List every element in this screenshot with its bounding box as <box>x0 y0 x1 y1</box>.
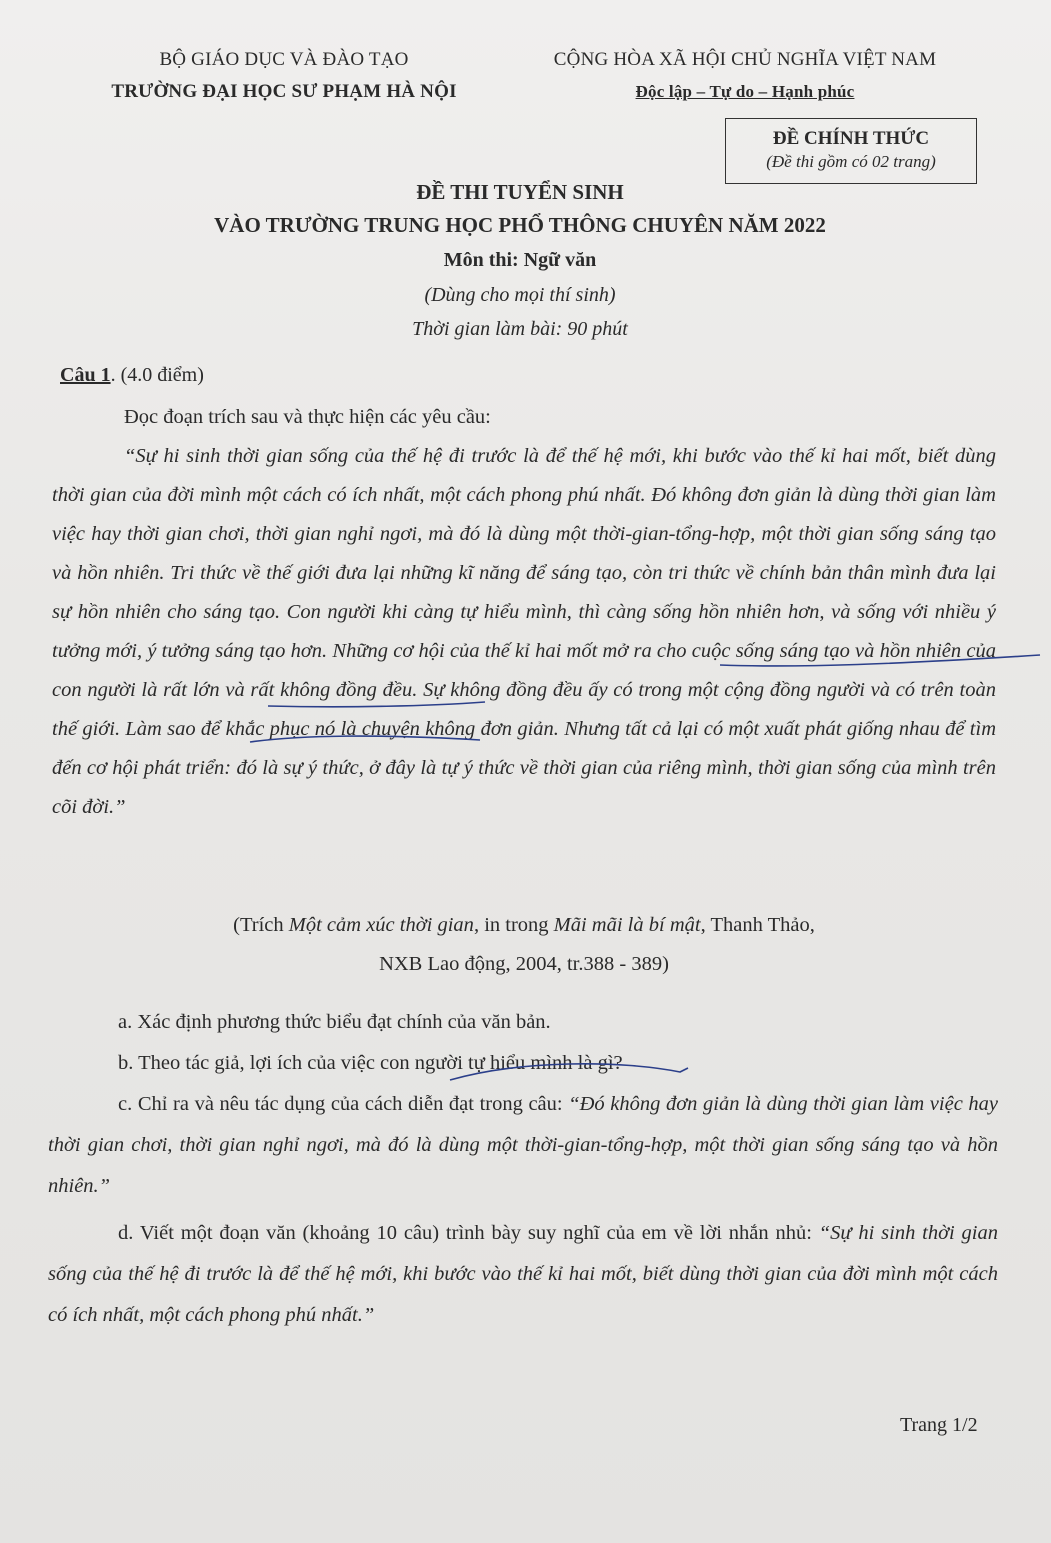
citation-open: (Trích <box>233 914 289 936</box>
citation-author: , Thanh Thảo, <box>700 914 815 936</box>
passage-text: “Sự hi sinh thời gian sống của thế hệ đi trước là để thế hệ mới, khi bước vào thế kỉ hai mốt, biết dùng thời gian của đời mình một cách có ích nhất, một cách phong phú nhất. Đó không đơn giản là dùng thời gian làm việc hay thời gian chơi, thời gian nghỉ ngơi, mà đó là dùng một thời-gian-tổng-hợp, một thời gian sống sáng tạo và hồn nhiên. Tri thức về thế giới đưa lại những kĩ năng để sáng tạo, còn tri thức về chính bản thân mình đưa lại sự hồn nhiên cho sáng tạo. Con người khi càng tự hiểu mình, thì càng sống hồn nhiên hơn, và sống với nhiều ý tưởng mới, ý tưởng sáng tạo hơn. Những cơ hội của thế kỉ hai mốt mở ra cho cuộc sống sáng tạo và hồn nhiên của con người là rất lớn và rất không đồng đều. Sự không đồng đều ấy có trong một cộng đồng người và có trên toàn thế giới. Làm sao để khắc phục nó là chuyện không đơn giản. Nhưng tất cả lại có một xuất phát giống nhau để tìm đến cơ hội phát triển: đó là sự ý thức, ở đây là tự ý thức về thời gian của riêng mình, thời gian sống của mình trên cõi đời.” <box>52 445 996 818</box>
question-tasks <box>48 1002 998 1336</box>
ministry-name: BỘ GIÁO DỤC VÀ ĐÀO TẠO <box>159 49 409 70</box>
exam-audience: (Dùng cho mọi thí sinh) <box>424 284 616 306</box>
exam-duration: Thời gian làm bài: 90 phút <box>412 318 628 340</box>
task-c-lead: c. Chỉ ra và nêu tác dụng của cách diễn đạt trong câu: <box>118 1093 569 1115</box>
page-number: Trang 1/2 <box>900 1414 978 1436</box>
task-d-lead: d. Viết một đoạn văn (khoảng 10 câu) trình bày suy nghĩ của em về lời nhắn nhủ: <box>118 1222 819 1244</box>
task-c <box>48 1084 998 1207</box>
question-1-heading <box>60 360 204 390</box>
official-exam-box <box>725 118 977 184</box>
citation-line-1 <box>52 906 996 945</box>
task-a: a. Xác định phương thức biểu đạt chính của văn bản. <box>118 1011 551 1033</box>
citation-mid: , in trong <box>473 914 554 936</box>
page-count-note: (Đề thi gồm có 02 trang) <box>766 152 936 171</box>
question-1-points: . (4.0 điểm) <box>110 364 204 386</box>
passage-citation <box>52 906 996 984</box>
question-1-label: Câu 1 <box>60 364 111 386</box>
school-name: TRƯỜNG ĐẠI HỌC SƯ PHẠM HÀ NỘI <box>111 81 457 102</box>
passage-instruction: Đọc đoạn trích sau và thực hiện các yêu cầu: <box>124 406 491 428</box>
header-right <box>520 44 970 108</box>
exam-subject: Môn thi: Ngữ văn <box>443 249 597 271</box>
task-c-quote: “Đó không đơn giản là dùng thời gian làm việc hay thời gian chơi, thời gian nghỉ ngơi, mà đó là dùng một thời-gian-tổng-hợp, một thời gian sống sáng tạo và hồn nhiên.” <box>48 1093 998 1197</box>
exam-subtitle: VÀO TRƯỜNG TRUNG HỌC PHỔ THÔNG CHUYÊN NĂM 2022 <box>214 213 826 237</box>
official-label: ĐỀ CHÍNH THỨC <box>772 128 930 149</box>
citation-book: Mãi mãi là bí mật <box>553 914 701 936</box>
task-d <box>48 1213 998 1336</box>
national-motto: Độc lập – Tự do – Hạnh phúc <box>635 82 855 101</box>
citation-work: Một cảm xúc thời gian <box>288 914 474 936</box>
reading-passage-block <box>52 398 996 827</box>
task-d-quote: “Sự hi sinh thời gian sống của thế hệ đi trước là để thế hệ mới, khi bước vào thế kỉ hai mốt, biết dùng thời gian của đời mình một cách có ích nhất, một cách phong phú nhất.” <box>48 1222 998 1326</box>
exam-title-block <box>120 176 920 346</box>
exam-title: ĐỀ THI TUYỂN SINH <box>416 180 624 204</box>
republic-name: CỘNG HÒA XÃ HỘI CHỦ NGHĨA VIỆT NAM <box>553 49 937 70</box>
header-left <box>84 44 484 108</box>
citation-line-2: NXB Lao động, 2004, tr.388 - 389) <box>379 953 669 975</box>
task-b: b. Theo tác giả, lợi ích của việc con người tự hiểu mình là gì? <box>118 1052 623 1074</box>
